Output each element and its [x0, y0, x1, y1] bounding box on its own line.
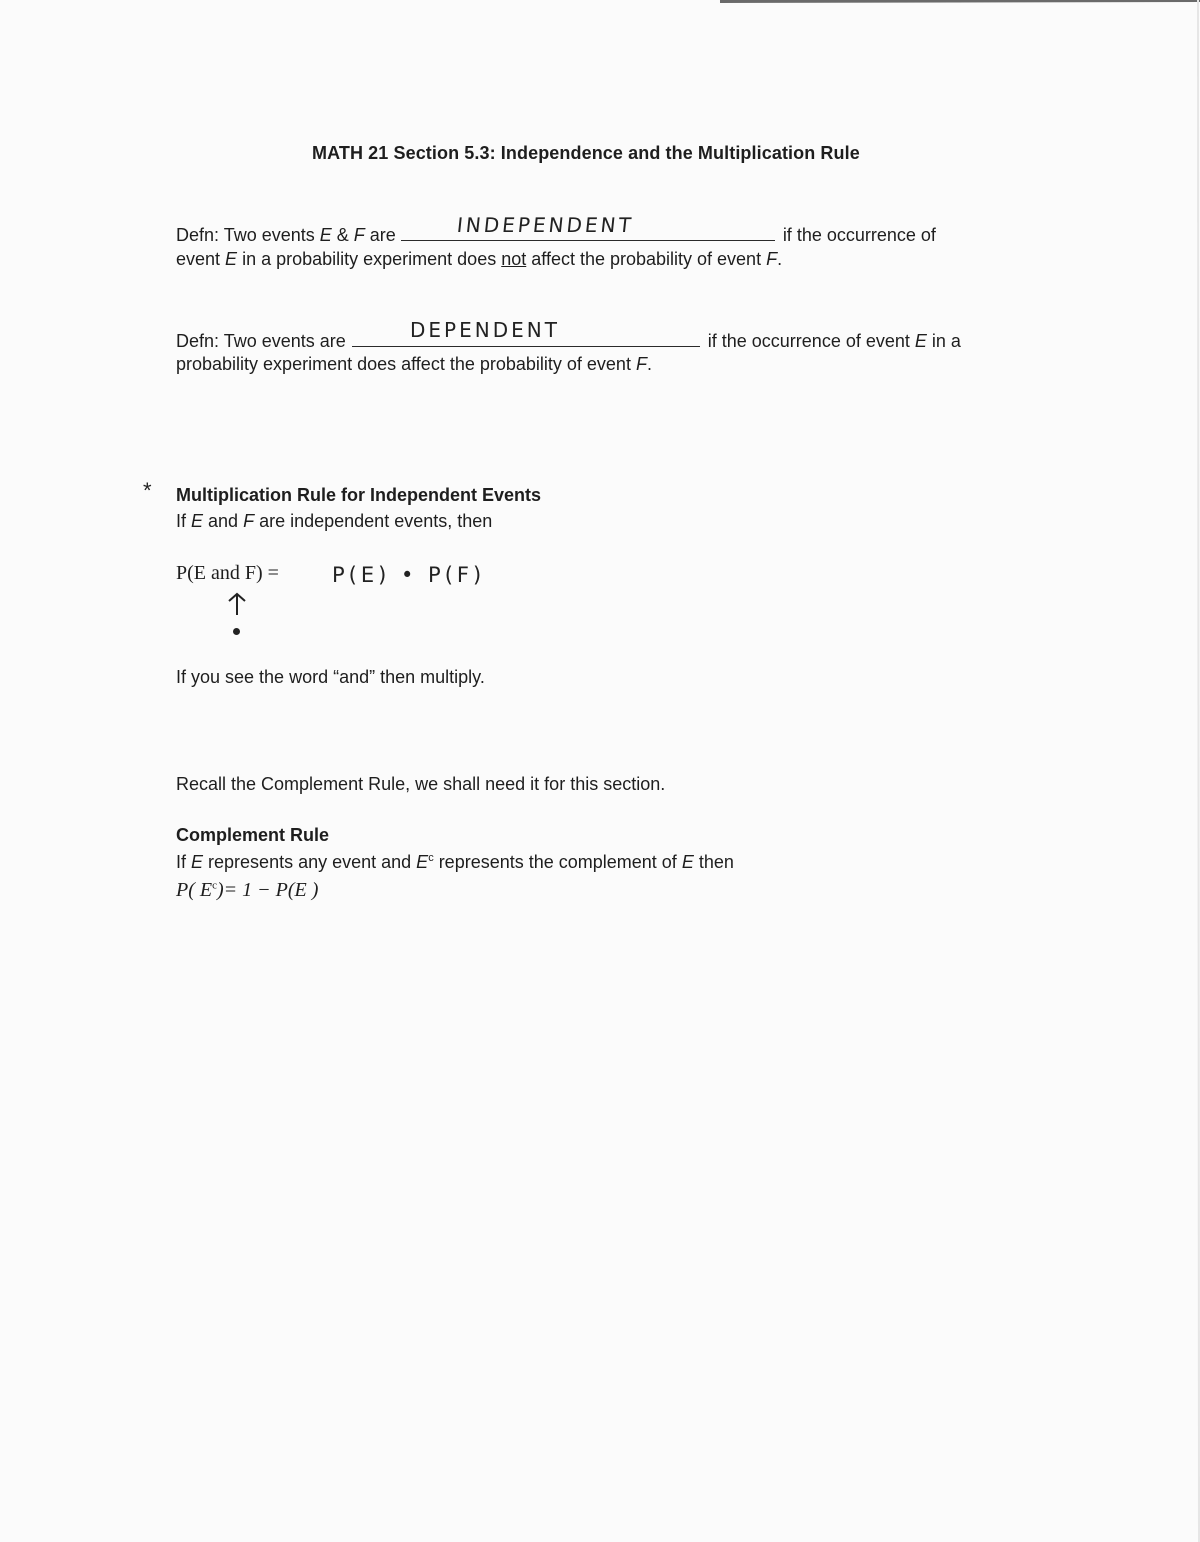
complement-heading: Complement Rule: [176, 825, 330, 845]
mult-rule-heading: Multiplication Rule for Independent Events: [176, 485, 542, 505]
handwritten-star: *: [143, 478, 152, 503]
page-title: MATH 21 Section 5.3: Independence and the Multiplication Rule: [312, 143, 860, 163]
recall-text: Recall the Complement Rule, we shall need it for this section.: [176, 774, 666, 794]
complement-formula: P( $E^c)= 1 - P(E$ ): [176, 879, 319, 901]
mult-rule-formula: P(E and F) =: [176, 562, 279, 584]
handwritten-dot: [233, 628, 240, 635]
handwritten-dependent: DEPENDENT: [410, 318, 560, 342]
handwritten-mult-answer: P(E) • P(F): [332, 563, 486, 587]
defn-dependent-line2: probability experiment does affect the probability of event F.: [176, 354, 652, 374]
complement-line1: If E represents any event and $E^c$ represents the complement of E then: [176, 852, 734, 872]
mult-rule-intro: If E and F are independent events, then: [176, 511, 493, 531]
mult-rule-note: If you see the word “and” then multiply.: [176, 667, 485, 687]
handwritten-up-arrow-icon: [226, 590, 248, 616]
defn-dependent-line1: Defn: Two events are if the occurrence of event E in a: [176, 328, 961, 352]
handwritten-independent: INDEPENDENT: [455, 213, 636, 237]
defn-independent-line2: event E in a probability experiment does not affect the probability of event F.: [176, 249, 783, 269]
defn-independent-line1: Defn: Two events E & F are if the occurrence of: [176, 222, 936, 246]
